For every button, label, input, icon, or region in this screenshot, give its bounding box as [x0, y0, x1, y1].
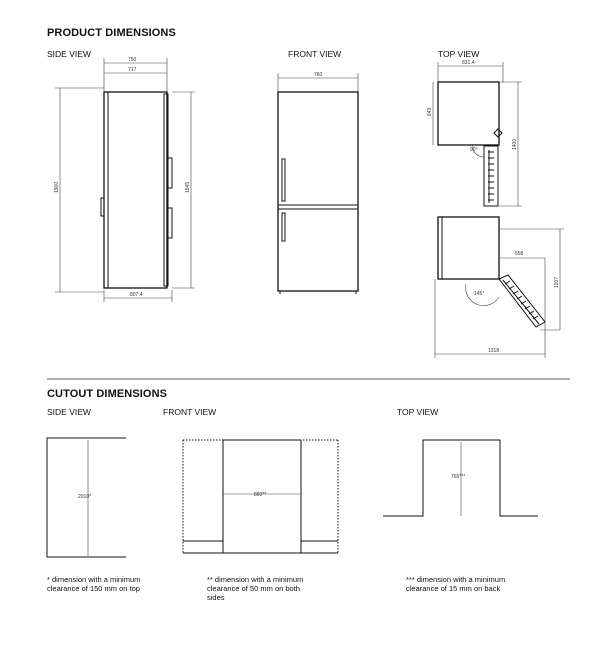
dim-807-4: 807.4 [130, 292, 143, 298]
cutout-top-view-label: TOP VIEW [397, 407, 439, 417]
dim-831-4: 831.4 [462, 60, 475, 66]
top-body-90 [438, 82, 499, 145]
product-top-view-90 [427, 60, 522, 206]
cutout-top-note: *** dimension with a minimum clearance of 15 mm on back [406, 575, 506, 593]
dim-643: 643 [427, 107, 433, 116]
product-front-view-label: FRONT VIEW [288, 49, 342, 59]
dim-717: 717 [128, 67, 137, 73]
product-front-view [278, 72, 358, 294]
dim-2010: 2010* [78, 494, 92, 500]
cutout-side-view [47, 438, 126, 557]
dim-760: 760 [314, 72, 323, 78]
dim-1318: 1318 [488, 348, 500, 354]
cutout-dimensions-title: CUTOUT DIMENSIONS [47, 388, 168, 400]
dim-1207: 1207 [554, 276, 560, 288]
side-body-outline [104, 92, 167, 288]
dim-860: 860** [254, 492, 267, 498]
product-side-view-label: SIDE VIEW [47, 49, 91, 59]
product-top-view-145 [435, 217, 564, 358]
dim-1400: 1400 [512, 138, 518, 150]
product-dimensions-title: PRODUCT DIMENSIONS [47, 27, 176, 39]
cutout-side-note: * dimension with a minimum clearance of 150 mm on top [47, 575, 141, 593]
dim-1845: 1845 [185, 181, 191, 193]
dim-angle-90: 90° [470, 147, 478, 153]
product-top-view-label: TOP VIEW [438, 49, 480, 59]
product-side-view [54, 57, 195, 302]
cutout-front-note: ** dimension with a minimum clearance of 50 mm on both sides [207, 575, 304, 602]
dim-angle-145: 145° [474, 291, 485, 297]
dim-750: 750 [128, 57, 137, 63]
cutout-front-view [183, 440, 338, 553]
cutout-front-view-label: FRONT VIEW [163, 407, 217, 417]
cutout-top-view [383, 440, 538, 516]
dim-558: 558 [515, 251, 524, 257]
front-body-outline [278, 92, 358, 291]
top-body-145 [438, 217, 499, 279]
dim-765: 765*** [451, 474, 466, 480]
cutout-side-view-label: SIDE VIEW [47, 407, 91, 417]
dim-1900: 1900 [54, 181, 60, 193]
